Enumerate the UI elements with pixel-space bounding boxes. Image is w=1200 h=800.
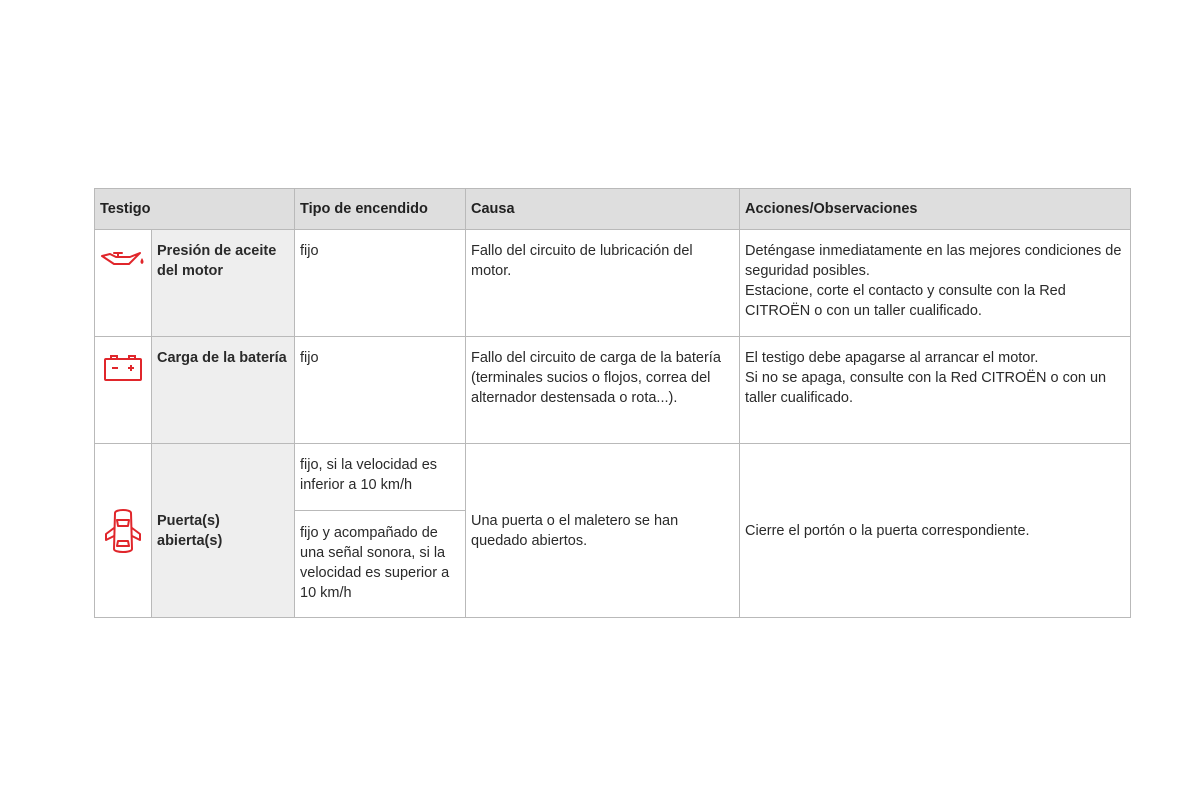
header-causa: Causa [466, 189, 740, 230]
header-tipo: Tipo de encendido [295, 189, 466, 230]
tipo-cell: fijo y acompañado de una señal sonora, si la velocidad es superior a 10 km/h [295, 511, 466, 618]
battery-icon [103, 354, 143, 382]
oil-can-icon [100, 248, 146, 270]
acciones-cell: Cierre el portón o la puerta correspondiente. [740, 444, 1131, 618]
acciones-line: Deténgase inmediatamente en las mejores condiciones de seguridad posibles. [745, 243, 1122, 279]
warning-lights-table [94, 188, 1131, 618]
tipo-cell: fijo, si la velocidad es inferior a 10 km/h [295, 444, 466, 511]
causa-cell: Fallo del circuito de carga de la batería (terminales sucios o flojos, correa del alternador destensada o rota...). [466, 337, 740, 444]
acciones-line: Si no se apaga, consulte con la Red CITROËN o con un taller cualificado. [745, 370, 1107, 406]
light-name: Presión de aceite del motor [152, 230, 295, 337]
table-header-row [95, 189, 1131, 230]
causa-cell: Fallo del circuito de lubricación del motor. [466, 230, 740, 337]
light-name: Puerta(s) abierta(s) [152, 444, 295, 618]
table-row [95, 230, 1131, 337]
icon-cell [95, 230, 152, 337]
acciones-line: El testigo debe apagarse al arrancar el motor. [745, 350, 1039, 366]
light-name: Carga de la batería [152, 337, 295, 444]
icon-cell [95, 444, 152, 618]
header-testigo: Testigo [95, 189, 295, 230]
tipo-cell: fijo [295, 230, 466, 337]
acciones-line: Estacione, corte el contacto y consulte con la Red CITROËN o con un taller cualificado. [745, 283, 1066, 319]
icon-cell [95, 337, 152, 444]
header-acciones: Acciones/Observaciones [740, 189, 1131, 230]
tipo-cell: fijo [295, 337, 466, 444]
causa-cell: Una puerta o el maletero se han quedado abiertos. [466, 444, 740, 618]
acciones-cell [740, 337, 1131, 444]
table-row [95, 444, 1131, 511]
open-door-car-icon [103, 506, 143, 556]
table-row [95, 337, 1131, 444]
acciones-cell [740, 230, 1131, 337]
